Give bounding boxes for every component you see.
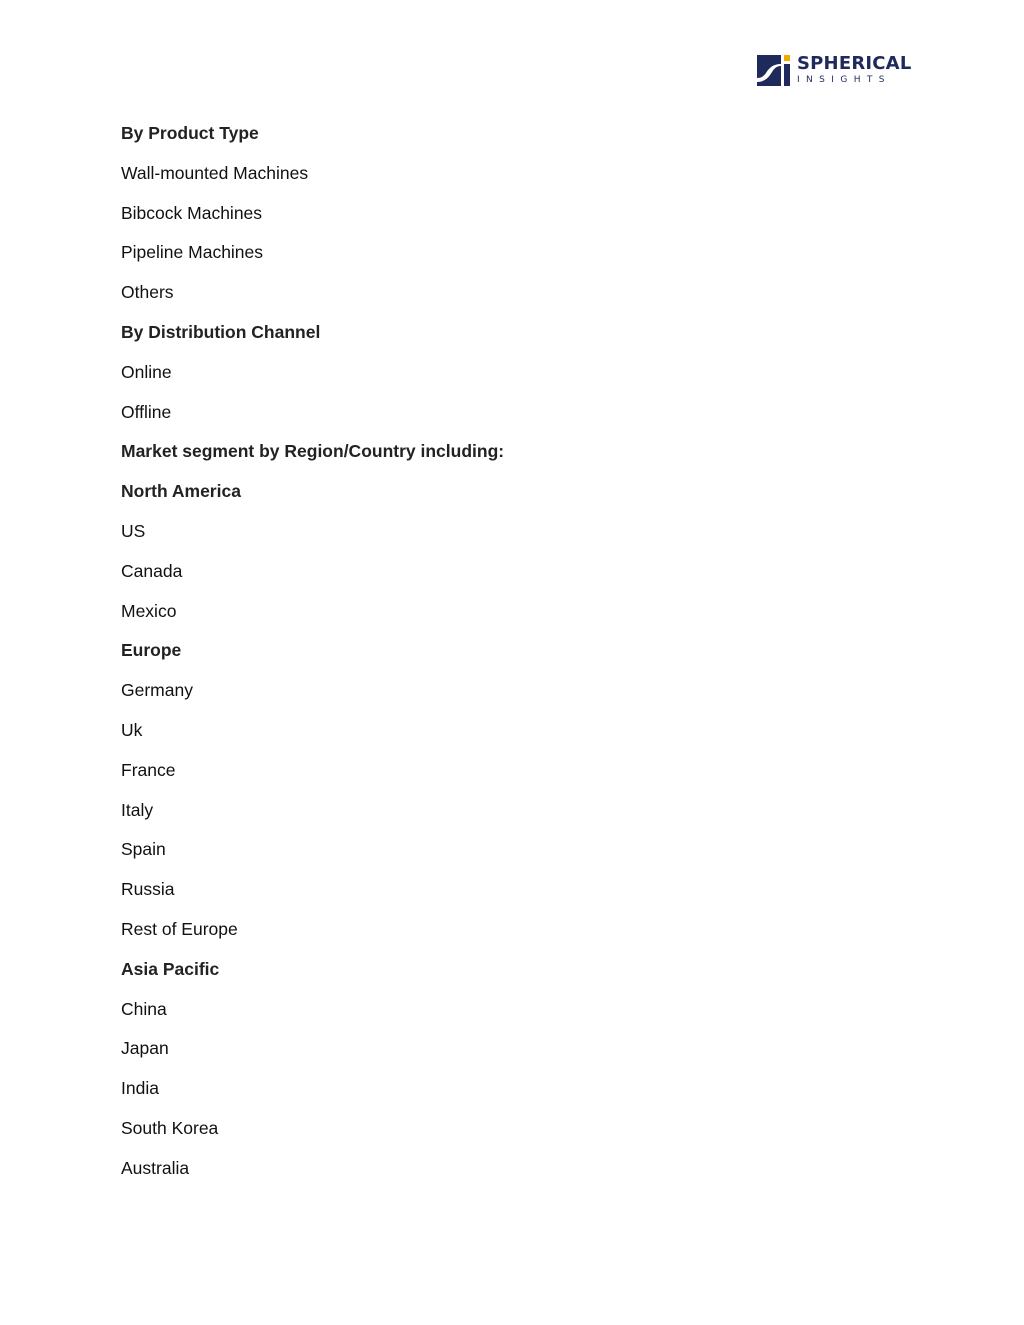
list-item: India [121,1078,159,1099]
logo-subtitle: INSIGHTS [797,75,891,85]
list-item: Australia [121,1157,190,1178]
list-item: Online [121,361,172,382]
section-heading: Asia Pacific [121,958,220,979]
list-item: Offline [121,401,172,422]
list-item: Japan [121,1038,169,1059]
list-item: Wall-mounted Machines [121,162,309,183]
segment-list [121,120,901,1195]
list-item: Pipeline Machines [121,242,264,263]
list-item: Canada [121,560,183,581]
list-item: Others [121,282,174,303]
section-heading: By Product Type [121,123,259,143]
list-item: Spain [121,839,166,860]
list-item: Bibcock Machines [121,202,263,223]
list-item: France [121,759,176,780]
logo-wordmark: SPHERICAL [797,53,912,74]
list-item: US [121,520,146,541]
list-item: Russia [121,879,175,900]
list-item: Uk [121,719,143,740]
logo-mark-icon [757,55,791,86]
list-item: Mexico [121,600,177,621]
section-heading: By Distribution Channel [121,321,321,342]
section-heading: Market segment by Region/Country including: [121,441,505,462]
section-heading: North America [121,481,241,502]
list-item: South Korea [121,1117,219,1138]
spherical-insights-logo [757,53,912,88]
list-item: Rest of Europe [121,918,238,939]
list-item: Italy [121,799,154,820]
section-heading: Europe [121,640,182,661]
list-item: China [121,998,167,1019]
list-item: Germany [121,680,193,701]
